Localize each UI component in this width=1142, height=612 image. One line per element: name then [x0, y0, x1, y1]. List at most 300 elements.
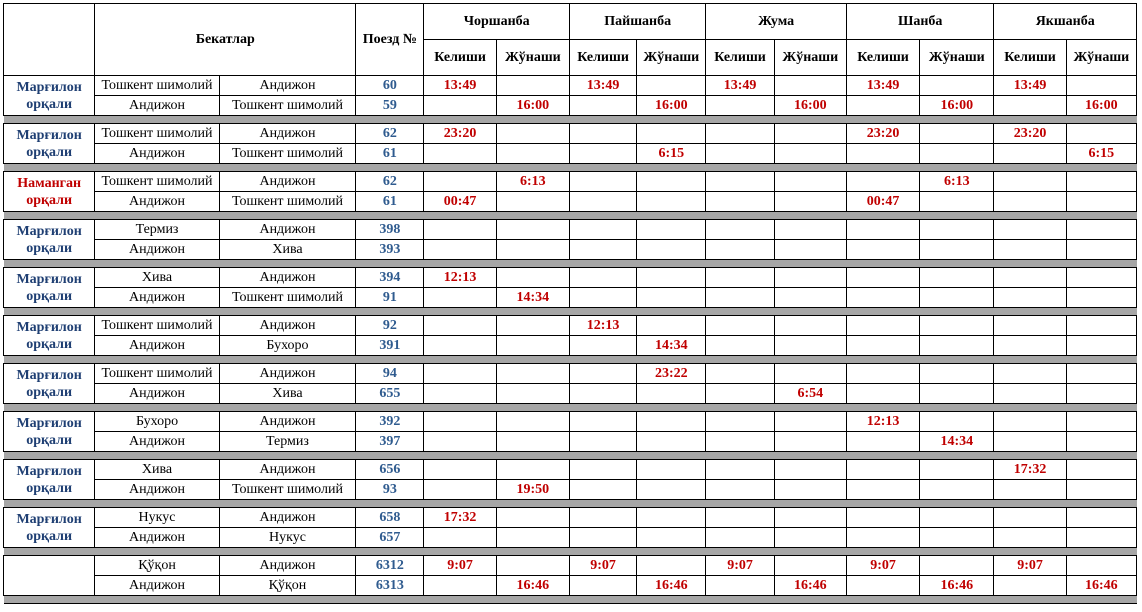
departure-time-cell — [637, 412, 706, 432]
departure-time-cell — [496, 144, 569, 164]
depart-header: Жўнаши — [637, 40, 706, 76]
arrival-time-cell — [706, 412, 774, 432]
arrival-time-cell — [706, 172, 774, 192]
arrival-time-cell — [424, 96, 496, 116]
to-station: Тошкент шимолий — [219, 192, 355, 212]
departure-time-cell: 16:46 — [1066, 576, 1136, 596]
arrival-time-cell — [706, 240, 774, 260]
to-station: Андижон — [219, 460, 355, 480]
depart-header: Жўнаши — [496, 40, 569, 76]
to-station: Андижон — [219, 412, 355, 432]
arrival-time-cell — [706, 460, 774, 480]
arrival-time-cell — [846, 528, 919, 548]
departure-time-cell — [1066, 364, 1136, 384]
group-separator — [4, 596, 1137, 604]
arrival-time-cell — [994, 508, 1066, 528]
departure-time-cell — [1066, 268, 1136, 288]
schedule-row — [4, 240, 1137, 260]
group-separator — [4, 164, 1137, 172]
schedule-row — [4, 268, 1137, 288]
departure-time-cell — [496, 432, 569, 452]
arrival-time-cell: 00:47 — [424, 192, 496, 212]
departure-time-cell — [496, 192, 569, 212]
arrival-time-cell — [994, 288, 1066, 308]
train-number: 59 — [356, 96, 424, 116]
departure-time-cell — [1066, 172, 1136, 192]
route-via-label — [4, 556, 95, 596]
departure-time-cell — [496, 508, 569, 528]
arrival-time-cell: 17:32 — [994, 460, 1066, 480]
arrive-header: Келиши — [424, 40, 496, 76]
departure-time-cell — [1066, 412, 1136, 432]
arrival-time-cell — [569, 288, 636, 308]
arrival-time-cell — [706, 96, 774, 116]
to-station: Андижон — [219, 124, 355, 144]
departure-time-cell — [496, 384, 569, 404]
departure-time-cell — [496, 412, 569, 432]
arrival-time-cell — [846, 220, 919, 240]
train-number: 62 — [356, 172, 424, 192]
train-number: 655 — [356, 384, 424, 404]
arrival-time-cell — [424, 412, 496, 432]
from-station: Андижон — [95, 288, 219, 308]
departure-time-cell: 16:00 — [920, 96, 994, 116]
arrival-time-cell — [706, 508, 774, 528]
group-separator — [4, 212, 1137, 220]
arrival-time-cell: 9:07 — [424, 556, 496, 576]
arrival-time-cell — [424, 144, 496, 164]
train-schedule-table — [3, 3, 1137, 604]
separator-bar — [4, 500, 1137, 508]
arrival-time-cell — [846, 384, 919, 404]
departure-time-cell — [774, 76, 846, 96]
schedule-row — [4, 96, 1137, 116]
departure-time-cell — [637, 460, 706, 480]
separator-bar — [4, 308, 1137, 316]
departure-time-cell — [774, 268, 846, 288]
schedule-row — [4, 144, 1137, 164]
departure-time-cell — [920, 220, 994, 240]
separator-bar — [4, 116, 1137, 124]
group-separator — [4, 452, 1137, 460]
to-station: Хива — [219, 240, 355, 260]
arrival-time-cell: 9:07 — [994, 556, 1066, 576]
departure-time-cell: 16:00 — [774, 96, 846, 116]
separator-bar — [4, 548, 1137, 556]
arrival-time-cell — [706, 220, 774, 240]
arrival-time-cell — [569, 124, 636, 144]
arrival-time-cell — [706, 576, 774, 596]
departure-time-cell — [774, 144, 846, 164]
train-number: 91 — [356, 288, 424, 308]
departure-time-cell — [774, 316, 846, 336]
departure-time-cell — [1066, 460, 1136, 480]
departure-time-cell — [774, 508, 846, 528]
from-station: Бухоро — [95, 412, 219, 432]
arrival-time-cell — [846, 576, 919, 596]
arrive-header: Келиши — [846, 40, 919, 76]
departure-time-cell: 6:13 — [496, 172, 569, 192]
arrival-time-cell — [994, 576, 1066, 596]
from-station: Хива — [95, 460, 219, 480]
arrive-header: Келиши — [569, 40, 636, 76]
schedule-row — [4, 336, 1137, 356]
departure-time-cell — [496, 316, 569, 336]
train-number: 94 — [356, 364, 424, 384]
departure-time-cell — [774, 364, 846, 384]
train-number: 657 — [356, 528, 424, 548]
arrival-time-cell — [706, 364, 774, 384]
corner-header — [4, 4, 95, 76]
departure-time-cell — [920, 192, 994, 212]
to-station: Андижон — [219, 316, 355, 336]
from-station: Андижон — [95, 480, 219, 500]
arrival-time-cell — [994, 364, 1066, 384]
header-row-days — [4, 4, 1137, 40]
departure-time-cell: 6:13 — [920, 172, 994, 192]
arrival-time-cell — [706, 384, 774, 404]
group-separator — [4, 116, 1137, 124]
from-station: Тошкент шимолий — [95, 364, 219, 384]
departure-time-cell — [774, 288, 846, 308]
departure-time-cell — [1066, 384, 1136, 404]
departure-time-cell: 16:46 — [920, 576, 994, 596]
arrival-time-cell: 13:49 — [569, 76, 636, 96]
departure-time-cell — [496, 460, 569, 480]
schedule-body — [4, 76, 1137, 604]
arrival-time-cell — [569, 364, 636, 384]
depart-header: Жўнаши — [920, 40, 994, 76]
departure-time-cell — [1066, 220, 1136, 240]
departure-time-cell — [920, 480, 994, 500]
schedule-row — [4, 460, 1137, 480]
departure-time-cell — [774, 172, 846, 192]
departure-time-cell — [920, 124, 994, 144]
arrival-time-cell: 23:20 — [424, 124, 496, 144]
arrival-time-cell: 13:49 — [994, 76, 1066, 96]
arrival-time-cell — [994, 172, 1066, 192]
departure-time-cell — [920, 528, 994, 548]
departure-time-cell — [920, 412, 994, 432]
departure-time-cell — [1066, 316, 1136, 336]
to-station: Андижон — [219, 172, 355, 192]
route-via-label: Наманган орқали — [4, 172, 95, 212]
arrival-time-cell — [706, 124, 774, 144]
to-station: Тошкент шимолий — [219, 96, 355, 116]
arrival-time-cell — [569, 336, 636, 356]
departure-time-cell — [920, 556, 994, 576]
departure-time-cell: 16:00 — [1066, 96, 1136, 116]
arrival-time-cell — [569, 528, 636, 548]
arrival-time-cell: 9:07 — [846, 556, 919, 576]
arrival-time-cell — [569, 460, 636, 480]
departure-time-cell — [1066, 76, 1136, 96]
train-number: 656 — [356, 460, 424, 480]
arrival-time-cell — [569, 480, 636, 500]
departure-time-cell — [637, 432, 706, 452]
departure-time-cell — [920, 288, 994, 308]
departure-time-cell — [920, 364, 994, 384]
schedule-row — [4, 172, 1137, 192]
arrival-time-cell — [846, 364, 919, 384]
arrival-time-cell — [706, 268, 774, 288]
departure-time-cell — [496, 528, 569, 548]
departure-time-cell — [1066, 508, 1136, 528]
separator-bar — [4, 596, 1137, 604]
arrival-time-cell — [994, 528, 1066, 548]
arrival-time-cell — [424, 288, 496, 308]
arrival-time-cell — [706, 316, 774, 336]
arrival-time-cell — [424, 172, 496, 192]
train-number: 393 — [356, 240, 424, 260]
route-via-label: Марғилон орқали — [4, 124, 95, 164]
arrival-time-cell — [706, 336, 774, 356]
arrival-time-cell — [569, 144, 636, 164]
departure-time-cell — [774, 124, 846, 144]
arrive-header: Келиши — [706, 40, 774, 76]
arrival-time-cell: 12:13 — [846, 412, 919, 432]
separator-bar — [4, 260, 1137, 268]
to-station: Термиз — [219, 432, 355, 452]
departure-time-cell — [920, 384, 994, 404]
departure-time-cell — [496, 268, 569, 288]
to-station: Нукус — [219, 528, 355, 548]
departure-time-cell — [774, 556, 846, 576]
arrival-time-cell — [994, 240, 1066, 260]
schedule-row — [4, 412, 1137, 432]
from-station: Тошкент шимолий — [95, 124, 219, 144]
arrival-time-cell — [994, 432, 1066, 452]
to-station: Андижон — [219, 220, 355, 240]
departure-time-cell — [774, 220, 846, 240]
departure-time-cell — [637, 384, 706, 404]
day-header-friday: Жума — [706, 4, 847, 40]
train-number: 60 — [356, 76, 424, 96]
to-station: Тошкент шимолий — [219, 480, 355, 500]
arrival-time-cell — [994, 316, 1066, 336]
departure-time-cell — [1066, 124, 1136, 144]
train-number: 6313 — [356, 576, 424, 596]
route-via-label: Марғилон орқали — [4, 364, 95, 404]
schedule-row — [4, 76, 1137, 96]
arrival-time-cell — [569, 172, 636, 192]
departure-time-cell: 14:34 — [920, 432, 994, 452]
departure-time-cell — [774, 336, 846, 356]
group-separator — [4, 260, 1137, 268]
departure-time-cell: 14:34 — [637, 336, 706, 356]
arrival-time-cell — [994, 220, 1066, 240]
arrival-time-cell — [994, 480, 1066, 500]
arrival-time-cell — [846, 268, 919, 288]
separator-bar — [4, 404, 1137, 412]
departure-time-cell — [637, 480, 706, 500]
arrival-time-cell — [994, 336, 1066, 356]
arrival-time-cell — [994, 412, 1066, 432]
day-header-wednesday: Чоршанба — [424, 4, 570, 40]
separator-bar — [4, 212, 1137, 220]
arrival-time-cell — [706, 192, 774, 212]
train-number: 398 — [356, 220, 424, 240]
train-number: 92 — [356, 316, 424, 336]
departure-time-cell — [774, 412, 846, 432]
departure-time-cell — [637, 268, 706, 288]
arrival-time-cell — [424, 384, 496, 404]
day-header-thursday: Пайшанба — [569, 4, 705, 40]
departure-time-cell: 16:46 — [774, 576, 846, 596]
arrival-time-cell — [846, 288, 919, 308]
arrival-time-cell — [569, 508, 636, 528]
arrival-time-cell — [846, 172, 919, 192]
route-via-label: Марғилон орқали — [4, 268, 95, 308]
departure-time-cell — [1066, 528, 1136, 548]
arrival-time-cell — [424, 480, 496, 500]
departure-time-cell — [774, 480, 846, 500]
departure-time-cell — [1066, 240, 1136, 260]
arrival-time-cell — [846, 316, 919, 336]
depart-header: Жўнаши — [1066, 40, 1136, 76]
arrival-time-cell: 00:47 — [846, 192, 919, 212]
arrival-time-cell — [994, 144, 1066, 164]
schedule-row — [4, 576, 1137, 596]
departure-time-cell — [496, 220, 569, 240]
group-separator — [4, 356, 1137, 364]
depart-header: Жўнаши — [774, 40, 846, 76]
from-station: Қўқон — [95, 556, 219, 576]
separator-bar — [4, 164, 1137, 172]
arrival-time-cell — [569, 384, 636, 404]
arrival-time-cell — [846, 336, 919, 356]
to-station: Андижон — [219, 508, 355, 528]
departure-time-cell — [496, 336, 569, 356]
arrival-time-cell — [424, 336, 496, 356]
departure-time-cell — [637, 240, 706, 260]
departure-time-cell — [637, 172, 706, 192]
departure-time-cell — [496, 364, 569, 384]
from-station: Тошкент шимолий — [95, 316, 219, 336]
departure-time-cell — [920, 508, 994, 528]
to-station: Андижон — [219, 76, 355, 96]
departure-time-cell — [1066, 336, 1136, 356]
to-station: Тошкент шимолий — [219, 288, 355, 308]
route-via-label: Марғилон орқали — [4, 220, 95, 260]
arrival-time-cell — [569, 576, 636, 596]
departure-time-cell — [774, 460, 846, 480]
arrival-time-cell — [994, 192, 1066, 212]
schedule-row — [4, 508, 1137, 528]
departure-time-cell — [637, 508, 706, 528]
arrival-time-cell — [846, 508, 919, 528]
departure-time-cell — [920, 240, 994, 260]
to-station: Бухоро — [219, 336, 355, 356]
arrival-time-cell — [569, 240, 636, 260]
route-via-label: Марғилон орқали — [4, 460, 95, 500]
departure-time-cell: 6:15 — [1066, 144, 1136, 164]
schedule-row — [4, 556, 1137, 576]
from-station: Андижон — [95, 528, 219, 548]
departure-time-cell — [637, 76, 706, 96]
arrival-time-cell: 9:07 — [569, 556, 636, 576]
schedule-row — [4, 480, 1137, 500]
departure-time-cell — [774, 432, 846, 452]
train-number: 391 — [356, 336, 424, 356]
departure-time-cell: 19:50 — [496, 480, 569, 500]
departure-time-cell — [920, 316, 994, 336]
group-separator — [4, 548, 1137, 556]
from-station: Андижон — [95, 576, 219, 596]
departure-time-cell — [637, 528, 706, 548]
arrival-time-cell — [846, 432, 919, 452]
arrival-time-cell — [569, 412, 636, 432]
schedule-row — [4, 192, 1137, 212]
arrival-time-cell: 17:32 — [424, 508, 496, 528]
departure-time-cell — [637, 192, 706, 212]
to-station: Андижон — [219, 364, 355, 384]
train-number: 61 — [356, 144, 424, 164]
group-separator — [4, 500, 1137, 508]
arrival-time-cell — [846, 460, 919, 480]
departure-time-cell: 16:00 — [637, 96, 706, 116]
route-via-label: Марғилон орқали — [4, 76, 95, 116]
route-via-label: Марғилон орқали — [4, 412, 95, 452]
train-number: 61 — [356, 192, 424, 212]
departure-time-cell — [496, 240, 569, 260]
from-station: Термиз — [95, 220, 219, 240]
group-separator — [4, 404, 1137, 412]
arrival-time-cell — [706, 480, 774, 500]
arrival-time-cell — [569, 192, 636, 212]
departure-time-cell — [496, 556, 569, 576]
schedule-row — [4, 364, 1137, 384]
separator-bar — [4, 452, 1137, 460]
to-station: Қўқон — [219, 576, 355, 596]
arrival-time-cell — [706, 528, 774, 548]
from-station: Андижон — [95, 384, 219, 404]
schedule-row — [4, 124, 1137, 144]
arrival-time-cell — [846, 240, 919, 260]
departure-time-cell — [920, 76, 994, 96]
departure-time-cell — [920, 460, 994, 480]
train-number: 392 — [356, 412, 424, 432]
from-station: Хива — [95, 268, 219, 288]
arrival-time-cell — [424, 432, 496, 452]
departure-time-cell: 14:34 — [496, 288, 569, 308]
from-station: Андижон — [95, 144, 219, 164]
departure-time-cell: 16:46 — [637, 576, 706, 596]
route-via-label: Марғилон орқали — [4, 508, 95, 548]
separator-bar — [4, 356, 1137, 364]
arrival-time-cell — [706, 288, 774, 308]
arrival-time-cell — [846, 480, 919, 500]
train-number: 658 — [356, 508, 424, 528]
arrival-time-cell — [424, 576, 496, 596]
from-station: Тошкент шимолий — [95, 76, 219, 96]
arrival-time-cell — [424, 316, 496, 336]
arrival-time-cell: 12:13 — [424, 268, 496, 288]
departure-time-cell: 23:22 — [637, 364, 706, 384]
to-station: Тошкент шимолий — [219, 144, 355, 164]
arrival-time-cell — [846, 144, 919, 164]
departure-time-cell: 16:46 — [496, 576, 569, 596]
departure-time-cell — [1066, 288, 1136, 308]
arrival-time-cell: 13:49 — [706, 76, 774, 96]
arrival-time-cell — [424, 460, 496, 480]
departure-time-cell — [920, 268, 994, 288]
schedule-row — [4, 528, 1137, 548]
from-station: Андижон — [95, 96, 219, 116]
schedule-row — [4, 288, 1137, 308]
group-separator — [4, 308, 1137, 316]
train-number: 394 — [356, 268, 424, 288]
